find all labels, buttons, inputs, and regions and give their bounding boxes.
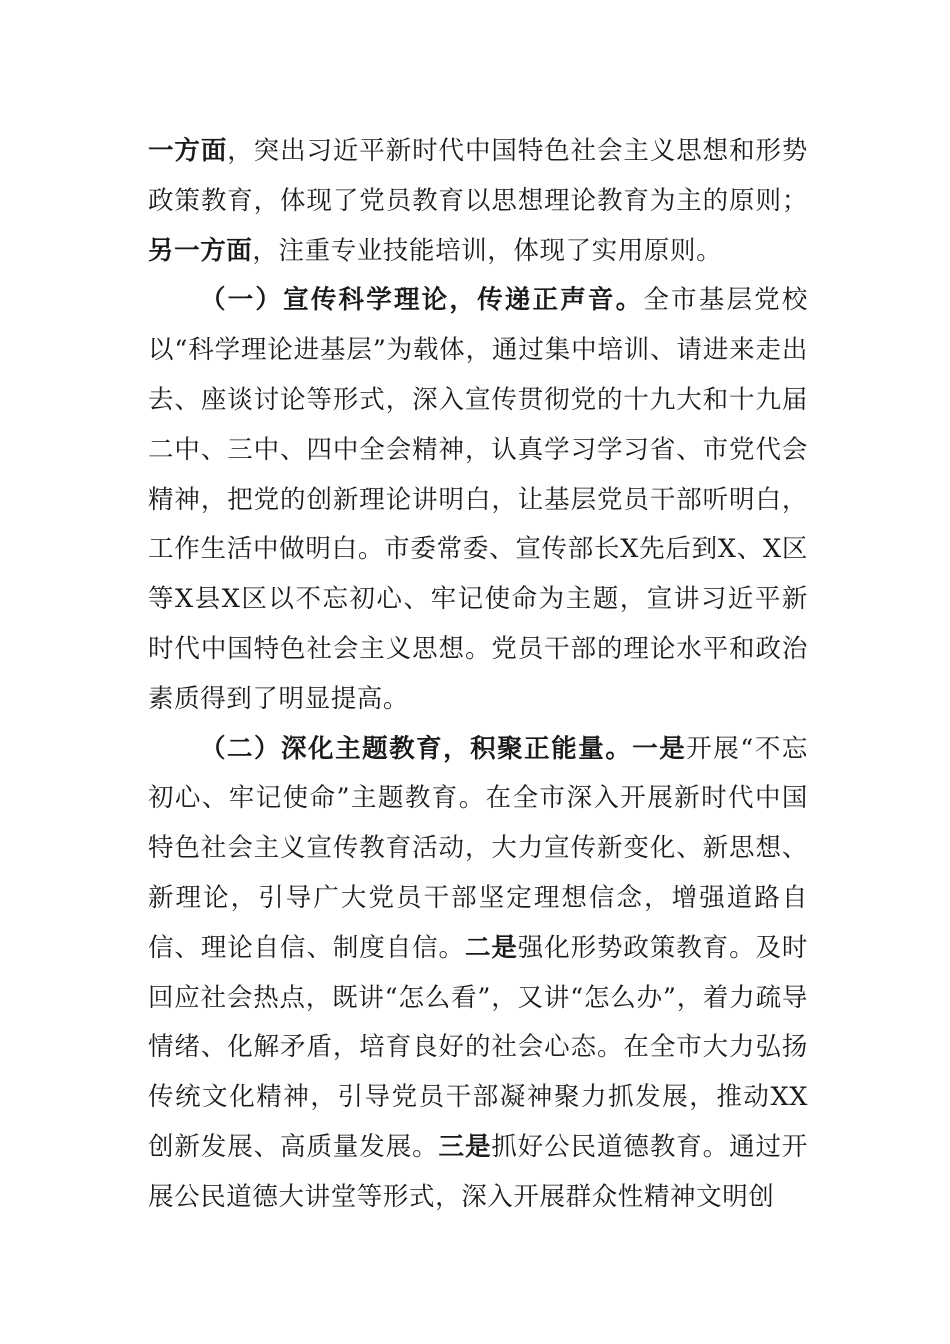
paragraph-intro (148, 127, 808, 276)
text-run: 强化形势政策教育。及时回应社会热点，既讲“怎么看”，又讲“怎么办”，着力疏导情绪、化解矛盾，培育良好的社会心态。在全市大力弘扬传统文化精神，引导党员干部凝神聚力抓发展，推动XX创新发展、高质量发展。 (148, 932, 809, 1162)
section-heading: （二）深化主题教育，积聚正能量。 (200, 733, 633, 764)
text-run: 一是 (632, 733, 687, 764)
text-run: 开展“不忘初心、牢记使命”主题教育。在全市深入开展新时代中国特色社会主义宣传教育活动，大力宣传新变化、新思想、新理论，引导广大党员干部坚定理想信念，增强道路自信、理论自信、制度自信。 (148, 733, 808, 963)
text-run: 一方面 (148, 136, 228, 166)
text-run: 抓好公民道德教育。通过开展公民道德大讲堂等形式，深入开展群众性精神文明创 (148, 1131, 808, 1212)
text-run: ，注重专业技能培训，体现了实用原则。 (252, 235, 723, 266)
paragraph-section-1 (148, 276, 808, 724)
paragraph-section-2 (148, 725, 808, 1223)
text-run: 三是 (438, 1131, 492, 1162)
text-run: 另一方面 (148, 235, 253, 266)
text-run: 二是 (464, 932, 518, 963)
text-run: ，突出习近平新时代中国特色社会主义思想和形势政策教育，体现了党员教育以思想理论教育为主的原则； (148, 136, 808, 216)
text-run: 全市基层党校以“科学理论进基层”为载体，通过集中培训、请进来走出去、座谈讨论等形式，深入宣传贯彻党的十九大和十九届二中、三中、四中全会精神，认真学习学习省、市党代会精神，把党的创新理论讲明白，让基层党员干部听明白，工作生活中做明白。市委常委、宣传部长X先后到X、X区等X县X区以不忘初心、牢记使命为主题，宣讲习近平新时代中国特色社会主义思想。党员干部的理论水平和政治素质得到了明显提高。 (148, 285, 808, 714)
document-body (148, 127, 808, 1223)
section-heading: （一）宣传科学理论，传递正声音。 (200, 285, 644, 316)
